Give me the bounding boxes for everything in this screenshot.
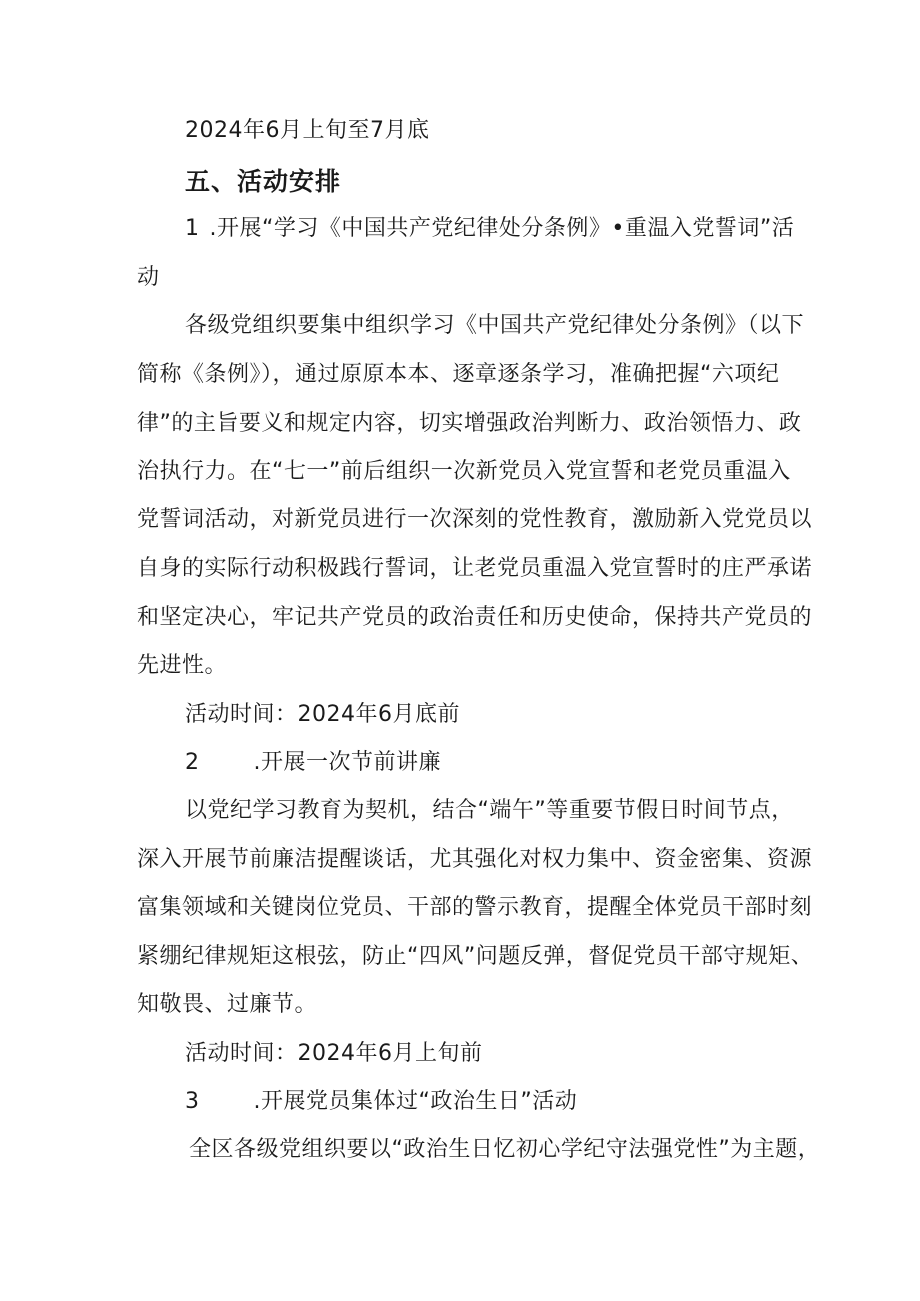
item1-body-line: 和坚定决心，牢记共产党员的政治责任和历史使命，保持共产党员的: [137, 605, 813, 630]
item2-body-line: 以党纪学习教育为契机，结合“端午”等重要节假日时间节点，: [185, 798, 794, 823]
item2-time: 活动时间：2024年6月上旬前: [185, 1041, 483, 1066]
item1-body-line: 自身的实际行动积极践行誓词，让老党员重温入党宣誓时的庄严承诺: [137, 556, 813, 581]
section-heading: 五、活动安排: [185, 167, 342, 196]
item1-body-line: 各级党组织要集中组织学习《中国共产党纪律处分条例》（以下: [185, 313, 805, 338]
item1-title-line1: [185, 214, 794, 244]
item3-number: 3: [185, 1089, 200, 1114]
item2-body-line: 知敬畏、过廉节。: [137, 992, 318, 1017]
item3-title: [185, 1087, 577, 1117]
item2-body-line: 紧绷纪律规矩这根弦，防止“四风”问题反弹，督促党员干部守规矩、: [137, 944, 814, 969]
period-line: 2024年6月上旬至7月底: [185, 118, 430, 143]
item2-title-text: .开展一次节前讲廉: [253, 750, 441, 775]
item1-title-line2: 动: [137, 265, 160, 290]
item1-body-line: 党誓词活动，对新党员进行一次深刻的党性教育，激励新入党党员以: [137, 507, 813, 532]
item1-body-line: 律”的主旨要义和规定内容，切实增强政治判断力、政治领悟力、政: [137, 411, 802, 436]
item1-title-text: .开展“学习《中国共产党纪律处分条例》•重温入党誓词”活: [209, 216, 795, 241]
item1-number: 1: [185, 216, 200, 241]
item2-body-line: 深入开展节前廉洁提醒谈话，尤其强化对权力集中、资金密集、资源: [137, 847, 813, 872]
item2-number: 2: [185, 750, 200, 775]
item2-body-line: 富集领域和关键岗位党员、干部的警示教育，提醒全体党员干部时刻: [137, 895, 813, 920]
item1-body-line: 治执行力。在“七一”前后组织一次新党员入党宣誓和老党员重温入: [137, 459, 791, 484]
item1-body-line: 先进性。: [137, 653, 228, 678]
item3-title-text: .开展党员集体过“政治生日”活动: [253, 1089, 578, 1114]
item3-body-line: 全区各级党组织要以“政治生日忆初心学纪守法强党性”为主题，: [189, 1137, 821, 1162]
item1-body-line: 简称《条例》），通过原原本本、逐章逐条学习，准确把握“六项纪: [137, 362, 780, 387]
item1-time: 活动时间：2024年6月底前: [185, 702, 460, 727]
item2-title: [185, 748, 441, 778]
